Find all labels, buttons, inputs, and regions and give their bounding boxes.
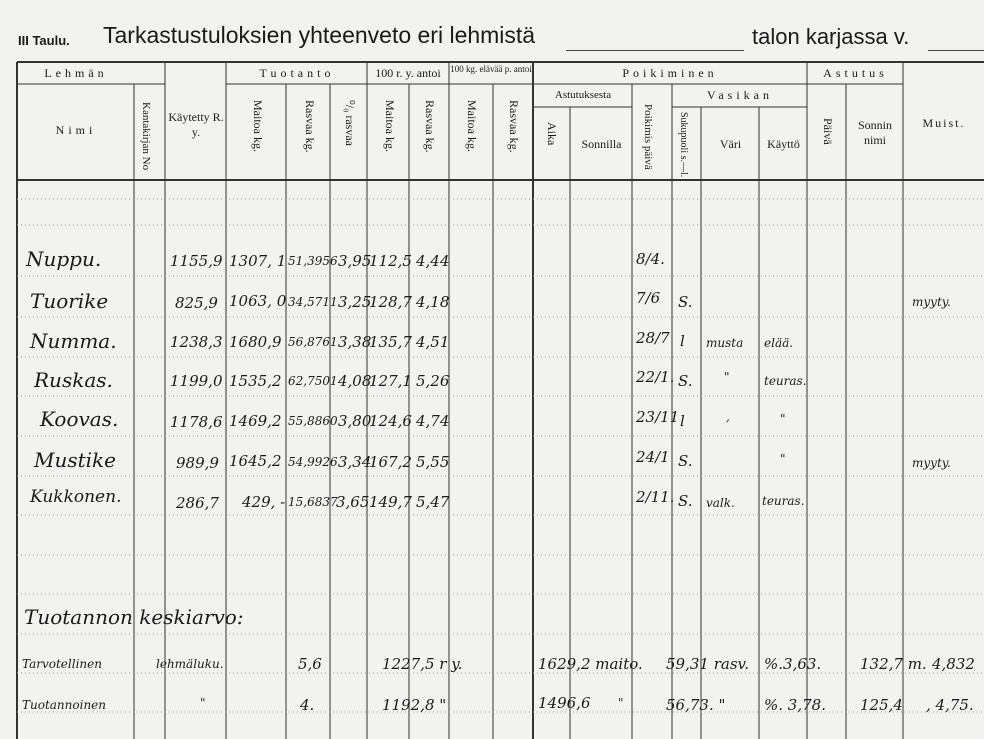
cell-vari: ,	[726, 410, 730, 424]
summary-maitoa: 1629,2 maito.	[538, 655, 643, 673]
cell-ry: 1155,9	[170, 252, 223, 270]
cell-sukupuoli: S.	[678, 452, 693, 470]
summary-ry: 1227,5 r y.	[382, 655, 463, 673]
cell-ry-maitoa: 112,5	[369, 252, 412, 270]
cell-rasvaa: 51,3956	[288, 254, 338, 268]
col-group-astutuksesta: Astutuksesta	[554, 89, 612, 101]
col-group-lehman: Lehmän	[44, 66, 108, 80]
col-el-maitoa: Maitoa kg.	[465, 100, 479, 152]
cell-rasvaa: 15,6837	[288, 495, 338, 509]
cell-poikimis: 2/11.	[636, 488, 675, 506]
summary-ditto: "	[200, 696, 206, 710]
col-group-elavaa: 100 kg. elävää p. antoi	[450, 64, 532, 74]
summary-rasvaa: 59,31 rasv.	[666, 655, 749, 673]
summary-pct: %. 3,78.	[764, 696, 826, 714]
cell-maitoa: 429, -	[242, 493, 286, 511]
cell-ry-rasvaa: 5,47	[416, 493, 450, 511]
cow-name: Mustike	[34, 448, 117, 472]
cell-ry: 1178,6	[170, 413, 223, 431]
summary-count: 4.	[300, 696, 315, 714]
summary-ry-maitoa: 132,7 m.	[860, 655, 927, 673]
cell-poikimis: 7/6	[636, 289, 661, 307]
col-paiva: Päivä	[821, 118, 835, 145]
cell-kaytto: "	[780, 452, 786, 466]
summary-label: Tarvotellinen	[22, 657, 102, 671]
cell-poikimis: 8/4.	[636, 250, 665, 268]
summary-heading: Tuotannon keskiarvo:	[24, 605, 244, 629]
cell-maitoa: 1307, 1	[229, 252, 287, 270]
cell-rasvaa: 56,8761	[288, 335, 338, 349]
cell-vari: musta	[706, 336, 744, 350]
cell-rasvaa: 34,5711	[288, 295, 338, 309]
cow-name: Tuorike	[30, 289, 109, 313]
summary-ry-maitoa: 125,4	[860, 696, 903, 714]
cell-ry: 286,7	[176, 494, 219, 512]
summary-rasvaa: 56,73. "	[666, 696, 726, 714]
summary-ry: 1192,8 "	[382, 696, 447, 714]
summary-pct: %.3,63.	[764, 655, 822, 673]
col-group-ry-antoi: 100 r. y. antoi	[375, 66, 441, 80]
col-group-tuotanto: Tuotanto	[259, 66, 335, 80]
cow-name: Numma.	[30, 329, 117, 353]
cow-name: Kukkonen.	[30, 487, 122, 507]
cell-pct: 3,95	[338, 252, 372, 270]
col-group-vasikan: Vasikan	[707, 88, 773, 102]
col-nimi: Nimi	[55, 123, 97, 137]
cell-kaytto: teuras.	[764, 374, 807, 388]
page-title: Tarkastustuloksien yhteenveto eri lehmistä	[103, 22, 536, 48]
cell-muist: myyty.	[912, 456, 951, 470]
col-kantakirjan: Kantakirjan No	[140, 102, 152, 171]
cell-sukupuoli: S.	[678, 492, 693, 510]
col-ry-rasvaa: Rasvaa kg.	[423, 100, 437, 153]
cell-poikimis: 28/7	[636, 329, 670, 347]
cell-kaytto: "	[780, 412, 786, 426]
cell-pct: 3,38	[338, 333, 372, 351]
cell-kaytto: elää.	[764, 336, 794, 350]
cell-ry-maitoa: 127,1	[369, 372, 412, 390]
cell-pct: 3,65	[336, 493, 370, 511]
cell-poikimis: 24/1	[636, 448, 670, 466]
col-pct-rasvaa: ⁰/₀ rasvaa	[343, 100, 357, 146]
cell-ry-rasvaa: 5,26	[416, 372, 450, 390]
cell-ry-rasvaa: 5,55	[416, 453, 450, 471]
cell-rasvaa: 54,9926	[288, 455, 338, 469]
cell-rasvaa: 55,8860	[288, 414, 338, 428]
summary-count: 5,6	[298, 655, 322, 673]
cow-name: Nuppu.	[26, 247, 102, 271]
cell-muist: myyty.	[912, 295, 951, 309]
cell-pct: 4,08	[338, 372, 372, 390]
cow-name: Koovas.	[40, 407, 119, 431]
cell-rasvaa: 62,7501	[288, 374, 338, 388]
summary-ry-rasvaa: , 4,75.	[926, 696, 974, 714]
cell-ry-maitoa: 135,7	[369, 333, 412, 351]
cell-sukupuoli: l	[680, 412, 685, 430]
page-title-suffix: talon karjassa v.	[752, 24, 910, 49]
col-sonnin-nimi: Sonnin nimi	[857, 118, 892, 147]
col-ry-maitoa: Maitoa kg.	[383, 100, 397, 152]
cell-maitoa: 1535,2	[229, 372, 282, 390]
table-number: III Taulu.	[18, 33, 70, 48]
cell-maitoa: 1063, 0	[229, 292, 287, 310]
cell-sukupuoli: l	[680, 332, 685, 350]
col-el-rasvaa: Rasvaa kg.	[507, 100, 521, 153]
col-sonnilla: Sonnilla	[581, 137, 622, 151]
cell-maitoa: 1680,9	[229, 333, 282, 351]
cell-ry-maitoa: 128,7	[369, 293, 412, 311]
cell-poikimis: 23/11	[636, 408, 680, 426]
cell-ry-rasvaa: 4,51	[416, 333, 450, 351]
summary-ry-rasvaa: 4,832	[932, 655, 975, 673]
col-sukupuoli: Sukupuoli s.—l.	[678, 112, 689, 178]
col-poikimis-paiva: Poikimis päivä	[642, 104, 654, 170]
col-kaytetty: Käytetty R. y.	[168, 110, 224, 139]
cell-ry-rasvaa: 4,44	[416, 252, 450, 270]
cell-ry: 1199,0	[170, 372, 223, 390]
cell-pct: 3,34	[338, 453, 372, 471]
summary-maitoa: 1496,6	[538, 694, 591, 712]
cell-pct: 3,25	[338, 293, 372, 311]
summary-label-2: lehmäluku.	[156, 657, 224, 671]
col-kaytto: Käyttö	[767, 137, 800, 151]
cell-vari: valk.	[706, 496, 735, 510]
cell-ry-rasvaa: 4,18	[416, 293, 450, 311]
cell-ry: 1238,3	[170, 333, 223, 351]
cow-name: Ruskas.	[34, 368, 113, 392]
col-group-poikiminen: Poikiminen	[622, 66, 718, 80]
cell-ry-maitoa: 124,6	[369, 412, 412, 430]
summary-ditto-2: "	[618, 696, 624, 710]
cell-poikimis: 22/1.	[636, 368, 675, 386]
col-maitoa: Maitoa kg.	[251, 100, 265, 152]
cell-ry-maitoa: 149,7	[369, 493, 412, 511]
cell-ry: 825,9	[175, 294, 218, 312]
cell-sukupuoli: S.	[678, 372, 693, 390]
summary-label: Tuotannoinen	[22, 698, 107, 712]
cell-sukupuoli: S.	[678, 293, 693, 311]
cell-ry-maitoa: 167,2	[369, 453, 412, 471]
col-muist: Muist.	[922, 116, 966, 130]
cell-kaytto: teuras.	[762, 494, 805, 508]
cell-vari: "	[724, 370, 730, 384]
col-group-astutus: Astutus	[823, 66, 888, 80]
cell-maitoa: 1645,2	[229, 452, 282, 470]
cell-pct: 3,80	[338, 412, 372, 430]
cell-ry-rasvaa: 4,74	[416, 412, 450, 430]
cell-maitoa: 1469,2	[229, 412, 282, 430]
col-vari: Väri	[719, 137, 742, 151]
cell-ry: 989,9	[176, 454, 219, 472]
col-aika: Aika	[545, 122, 559, 146]
col-rasvaa: Rasvaa kg.	[303, 100, 317, 153]
